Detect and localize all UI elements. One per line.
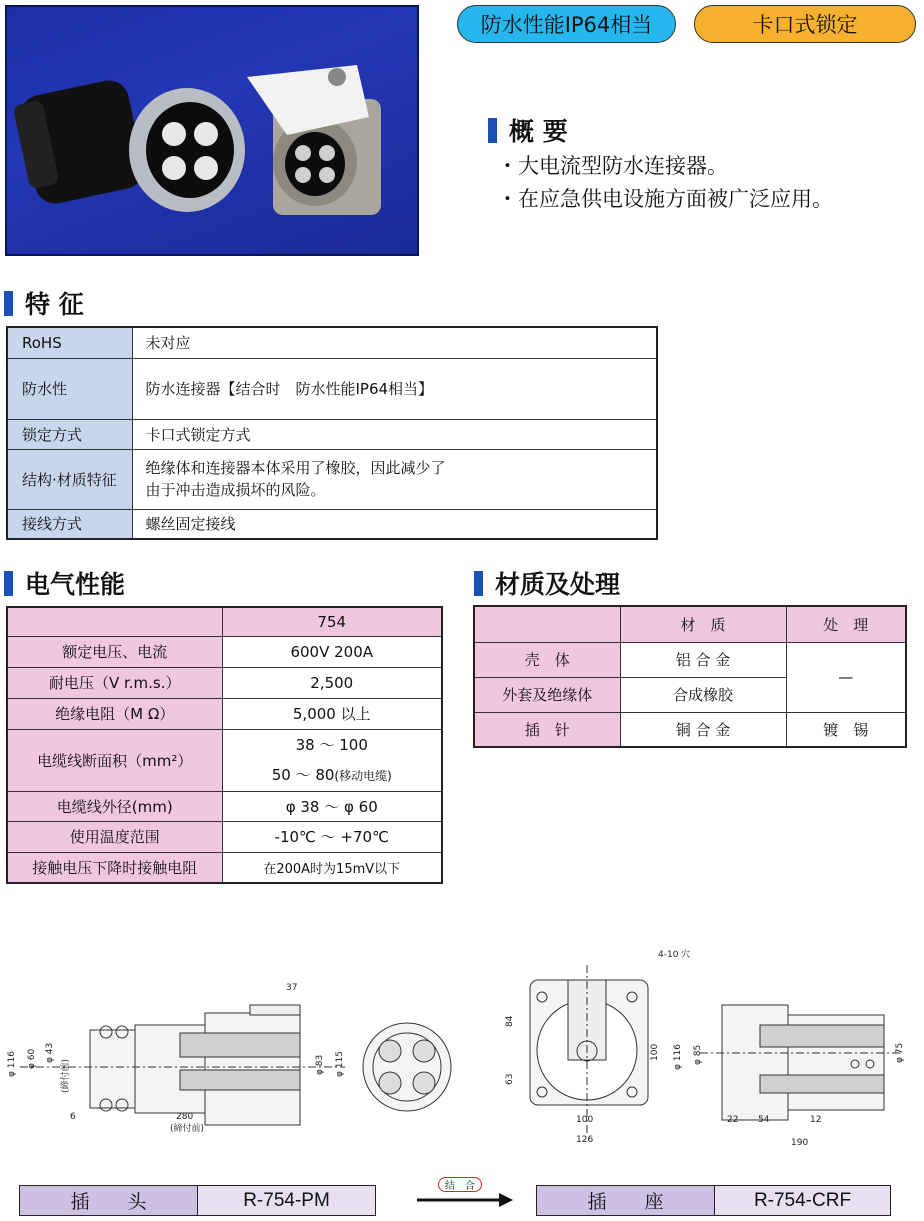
- electrical-heading: [4, 565, 125, 601]
- dim-label: (締付前): [170, 1124, 205, 1134]
- summary-title: 概 要: [509, 117, 568, 146]
- summary-item: ・ 在应急供电设施方面被广泛应用。: [497, 183, 833, 216]
- table-row: [7, 852, 442, 883]
- socket-code: R-754-CRF: [715, 1186, 890, 1215]
- plug-label: 插 头: [20, 1186, 198, 1215]
- feature-value: 卡口式锁定方式: [132, 419, 657, 449]
- part-treatment: 镀 锡: [786, 712, 906, 747]
- feature-key: 结构·材质特征: [7, 449, 132, 509]
- elec-value: 5,000 以上: [222, 698, 442, 729]
- features-title: 特 征: [25, 290, 84, 319]
- dim-label: 22: [727, 1115, 739, 1125]
- features-table: [6, 326, 658, 540]
- header-empty-cell: [474, 606, 620, 642]
- table-row: [7, 821, 442, 852]
- elec-key: 接触电压下降时接触电阻: [7, 852, 222, 883]
- elec-value: 600V 200A: [222, 636, 442, 667]
- dim-label: 280: [176, 1112, 194, 1122]
- elec-key: 耐电压（V r.m.s.）: [7, 667, 222, 698]
- elec-value-line: 38 ～ 100: [295, 735, 368, 754]
- dim-label: φ 85: [693, 1044, 703, 1065]
- feature-value-line: 绝缘体和连接器本体采用了橡胶，因此减少了: [145, 459, 446, 477]
- elec-key: 绝缘电阻（M Ω）: [7, 698, 222, 729]
- part-material: 铝 合 金: [620, 642, 786, 677]
- materials-heading: [474, 565, 620, 601]
- socket-model-box: [536, 1185, 891, 1216]
- table-row: [7, 358, 657, 419]
- header-empty-cell: [7, 607, 222, 636]
- feature-key: 接线方式: [7, 509, 132, 539]
- table-header-row: [7, 607, 442, 636]
- material-header: 材 质: [620, 606, 786, 642]
- table-row: [7, 449, 657, 509]
- table-row: [7, 509, 657, 539]
- table-row: [7, 791, 442, 821]
- model-header: 754: [222, 607, 442, 636]
- dim-label: φ 83: [315, 1054, 325, 1075]
- dim-label: 190: [791, 1138, 809, 1148]
- dim-label: φ 43: [45, 1042, 55, 1063]
- treatment-header: 处 理: [786, 606, 906, 642]
- dim-label: 54: [758, 1115, 770, 1125]
- dim-label: φ 116: [673, 1044, 683, 1070]
- socket-label: 插 座: [537, 1186, 715, 1215]
- feature-value: 螺丝固定接线: [132, 509, 657, 539]
- heading-marker: [474, 571, 483, 596]
- elec-key: 电缆线断面积（mm²）: [7, 729, 222, 791]
- part-name: 壳 体: [474, 642, 620, 677]
- feature-value: [132, 449, 657, 509]
- elec-key: 额定电压、电流: [7, 636, 222, 667]
- dim-label: φ 116: [7, 1051, 17, 1077]
- table-row: [474, 642, 906, 677]
- materials-title: 材质及处理: [495, 570, 621, 599]
- elec-key: 电缆线外径(mm): [7, 791, 222, 821]
- elec-value: -10℃ ～ +70℃: [222, 821, 442, 852]
- waterproof-badge: 防水性能IP64相当: [457, 5, 676, 43]
- dim-label: φ 115: [335, 1051, 345, 1077]
- summary-heading: [488, 112, 568, 148]
- features-heading: [4, 285, 84, 321]
- join-label: 结 合: [438, 1177, 482, 1192]
- socket-side-view: [700, 1005, 900, 1120]
- elec-key: 使用温度范围: [7, 821, 222, 852]
- elec-value: 2,500: [222, 667, 442, 698]
- feature-key: 锁定方式: [7, 419, 132, 449]
- dim-label: 4-10 穴: [658, 950, 691, 960]
- table-row: [7, 636, 442, 667]
- table-row: [7, 667, 442, 698]
- part-material: 合成橡胶: [620, 677, 786, 712]
- product-photo: [5, 5, 419, 256]
- lock-badge: 卡口式锁定: [694, 5, 916, 43]
- dim-label: 84: [505, 1015, 515, 1027]
- dim-label: φ 60: [27, 1048, 37, 1069]
- table-header-row: [474, 606, 906, 642]
- plug-model-box: [19, 1185, 376, 1216]
- elec-value: 在200A时为15mV以下: [222, 852, 442, 883]
- dim-label: φ 75: [895, 1042, 905, 1063]
- table-row: [7, 327, 657, 358]
- dim-label: 100: [576, 1115, 594, 1125]
- plug-end-view: [363, 1023, 451, 1111]
- socket-front-view: [530, 965, 648, 1135]
- elec-value-line: [223, 760, 442, 791]
- dim-label: 12: [810, 1115, 822, 1125]
- summary-list: [497, 150, 833, 216]
- shared-treatment: —: [786, 642, 906, 712]
- materials-table: [473, 605, 907, 748]
- part-name: 插 针: [474, 712, 620, 747]
- feature-key: RoHS: [7, 327, 132, 358]
- elec-value: [222, 729, 442, 791]
- part-name: 外套及绝缘体: [474, 677, 620, 712]
- table-row: [7, 698, 442, 729]
- elec-value: φ 38 ～ φ 60: [222, 791, 442, 821]
- dim-label: 6: [70, 1112, 76, 1122]
- electrical-table: [6, 606, 443, 884]
- dim-label: 37: [286, 983, 298, 993]
- technical-drawing: [0, 945, 924, 1175]
- feature-key: 防水性: [7, 358, 132, 419]
- feature-value: 未对应: [132, 327, 657, 358]
- elec-value-note: (移动电缆): [334, 768, 392, 783]
- heading-marker: [4, 291, 13, 316]
- connector-photo-illustration: [7, 7, 419, 256]
- elec-value-range: 50 ～ 80: [271, 765, 335, 784]
- feature-value-line: 由于冲击造成损坏的风险。: [145, 481, 326, 499]
- heading-marker: [4, 571, 13, 596]
- dim-label: (締付前): [61, 1058, 71, 1093]
- plug-code: R-754-PM: [198, 1186, 375, 1215]
- heading-marker: [488, 118, 497, 143]
- table-row: [7, 419, 657, 449]
- dim-label: 100: [650, 1043, 660, 1061]
- table-row: [474, 712, 906, 747]
- summary-item: ・ 大电流型防水连接器。: [497, 150, 833, 183]
- electrical-title: 电气性能: [25, 570, 126, 599]
- feature-value: 防水连接器【结合时 防水性能IP64相当】: [132, 358, 657, 419]
- table-row: [7, 729, 442, 791]
- dim-label: 63: [505, 1073, 515, 1085]
- dim-label: 126: [576, 1135, 594, 1145]
- part-material: 铜 合 金: [620, 712, 786, 747]
